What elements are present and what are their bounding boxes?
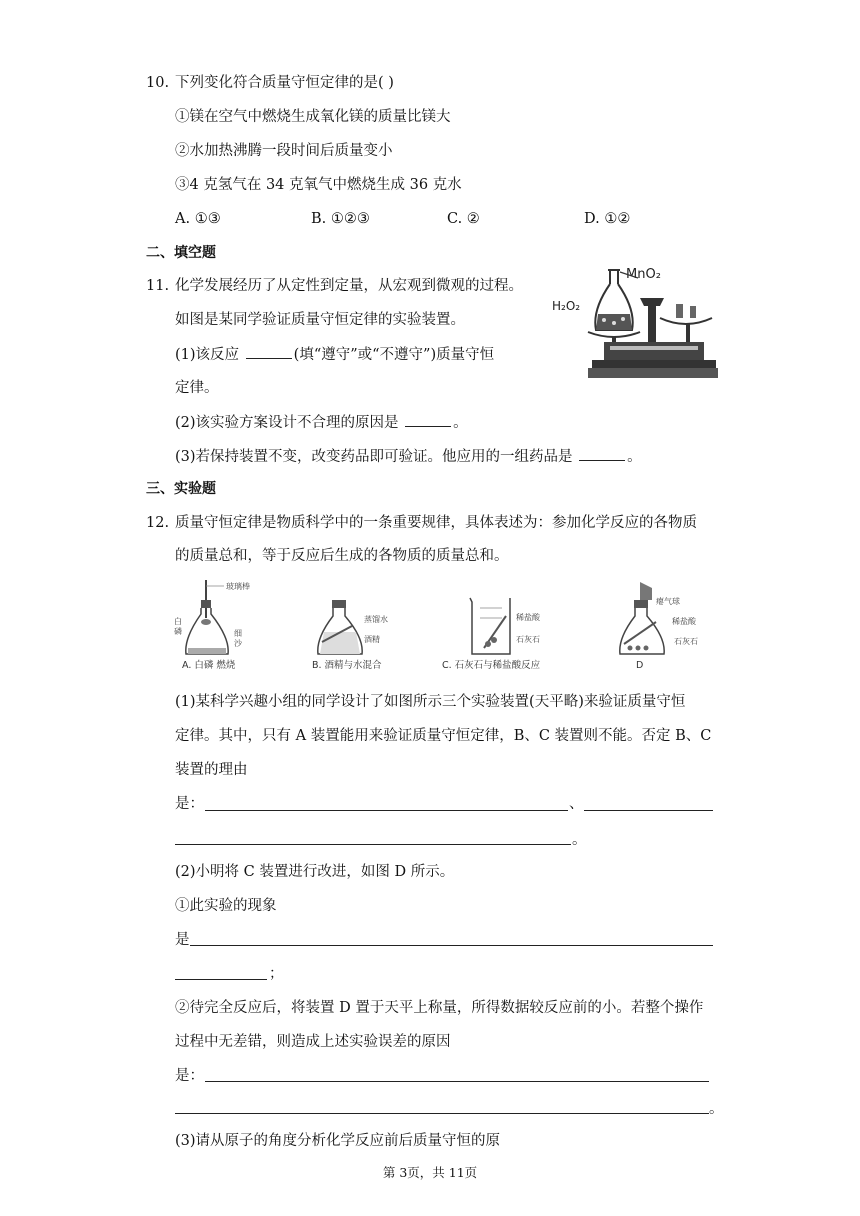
b-alcohol-label: 酒精 (364, 635, 380, 644)
period: 。 (572, 832, 587, 848)
q12-part-2-q2-is-label: 是： (175, 1068, 204, 1084)
q10-option-a: A. ①③ (175, 211, 221, 227)
a-phosphorus-label-2: 磷 (174, 627, 182, 636)
q12-part-1-line-3: 装置的理由 (175, 762, 248, 778)
q10-option-c: C. ② (447, 211, 480, 227)
d-acid-label: 稀盐酸 (672, 617, 696, 626)
figure-b (312, 600, 388, 671)
semicolon: ； (269, 966, 284, 982)
h2o2-label: H₂O₂ (552, 299, 581, 313)
answer-blank[interactable] (246, 344, 292, 359)
c-stone-label: 石灰石 (516, 635, 540, 644)
q10-number: 10. (146, 75, 170, 91)
figure-a (174, 580, 250, 671)
q11-part-1-b: (填“遵守”或“不遵守”)质量守恒 (293, 347, 495, 363)
q12-intro-1: 质量守恒定律是物质科学中的一条重要规律，具体表述为：参加化学反应的各物质 (175, 515, 697, 531)
answer-line[interactable] (175, 1113, 709, 1114)
answer-line[interactable] (205, 810, 568, 811)
q11-part-3 (175, 446, 642, 467)
q11-part-3-b: 。 (627, 449, 642, 465)
period: 。 (709, 1101, 724, 1117)
q12-part-1-line-2: 定律。其中，只有 A 装置能用来验证质量守恒定律，B、C 装置则不能。否定 B、C (175, 728, 712, 744)
d-stone-label: 石灰石 (674, 637, 698, 646)
a-phosphorus-label-1: 白 (174, 617, 182, 626)
answer-line[interactable] (205, 1081, 709, 1082)
q10-option-d: D. ①② (584, 211, 631, 227)
a-sand-label-1: 细 (234, 629, 242, 638)
answer-line[interactable] (175, 979, 267, 980)
q12-part-2-q1: ①此实验的现象 (175, 898, 277, 914)
q10-item-2: ②水加热沸腾一段时间后质量变小 (175, 143, 393, 159)
q11-part-2 (175, 412, 468, 433)
answer-line[interactable] (584, 810, 713, 811)
q10-item-1: ①镁在空气中燃烧生成氧化镁的质量比镁大 (175, 109, 451, 125)
q11-part-1-a: (1)该反应 (175, 347, 240, 363)
caption-c: C. 石灰石与稀盐酸反应 (442, 660, 541, 671)
q12-part-3: (3)请从原子的角度分析化学反应前后质量守恒的原 (175, 1133, 501, 1149)
c-acid-label: 稀盐酸 (516, 613, 540, 622)
q11-line-1: 化学发展经历了从定性到定量，从宏观到微观的过程。 (175, 278, 523, 294)
q11-part-2-a: (2)该实验方案设计不合理的原因是 (175, 415, 399, 431)
mno2-label: MnO₂ (626, 267, 661, 282)
section-heading-experiment: 三、实验题 (146, 481, 216, 497)
q11-part-1-c: 定律。 (175, 380, 219, 396)
caption-b: B. 酒精与水混合 (312, 660, 382, 671)
experiment-figures (172, 578, 722, 674)
q11-line-2: 如图是某同学验证质量守恒定律的实验装置。 (175, 312, 465, 328)
a-rod-label: 玻璃棒 (226, 582, 250, 591)
caption-d: D (636, 660, 644, 671)
q12-part-2: (2)小明将 C 装置进行改进，如图 D 所示。 (175, 864, 455, 880)
q12-part-1-line-1: (1)某科学兴趣小组的同学设计了如图所示三个实验装置(天平略)来验证质量守恒 (175, 694, 686, 710)
q10-stem: 下列变化符合质量守恒定律的是( ) (175, 75, 394, 91)
q12-intro-2: 的质量总和，等于反应后生成的各物质的质量总和。 (175, 548, 509, 564)
q12-part-2-is-label: 是 (175, 932, 190, 948)
page-footer: 第 3页，共 11页 (382, 1165, 478, 1180)
caption-a: A. 白磷 燃烧 (182, 660, 236, 671)
b-water-label: 蒸馏水 (364, 615, 388, 624)
a-sand-label-2: 沙 (234, 639, 242, 648)
q12-part-2-q2-line-2: 过程中无差错，则造成上述实验误差的原因 (175, 1034, 451, 1050)
q11-part-1 (175, 344, 494, 365)
q11-part-2-b: 。 (453, 415, 468, 431)
q11-number: 11. (146, 278, 170, 294)
answer-line[interactable] (175, 844, 571, 845)
q10-option-b: B. ①②③ (311, 211, 370, 227)
q12-part-2-q2-line-1: ②待完全反应后，将装置 D 置于天平上称量，所得数据较反应前的小。若整个操作 (175, 1000, 704, 1016)
q12-part-1-is-label: 是： (175, 796, 204, 812)
q10-item-3: ③4 克氢气在 34 克氧气中燃烧生成 36 克水 (175, 177, 462, 193)
d-balloon-label: 瘪气球 (656, 597, 680, 606)
q11-part-3-a: (3)若保持装置不变，改变药品即可验证。他应用的一组药品是 (175, 449, 573, 465)
q12-number: 12. (146, 515, 170, 531)
balance-apparatus-figure (548, 262, 718, 384)
answer-blank[interactable] (405, 412, 451, 427)
figure-c (442, 598, 541, 671)
section-heading-fill-blank: 二、填空题 (146, 245, 216, 261)
answer-line[interactable] (190, 945, 713, 946)
answer-blank[interactable] (579, 446, 625, 461)
separator: 、 (569, 796, 584, 812)
figure-d (620, 582, 698, 671)
